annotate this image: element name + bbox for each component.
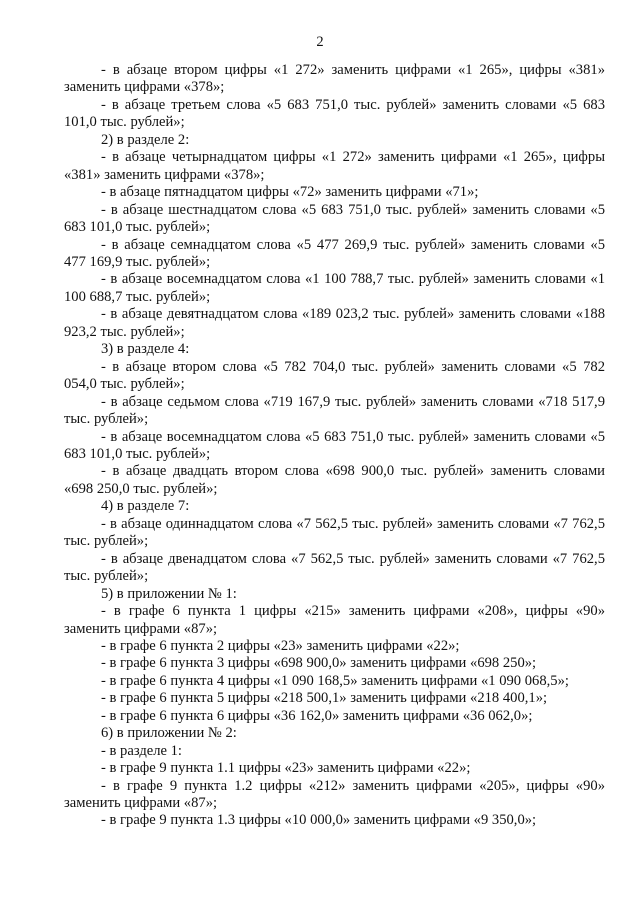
amendment-paragraph: - в графе 6 пункта 2 цифры «23» заменить цифрами «22»; [101, 637, 460, 654]
amendment-paragraph: - в абзаце девятнадцатом слова «189 023,2 тыс. рублей» заменить словами «188 923,2 тыс. рублей»; [64, 306, 605, 340]
amendment-paragraph: - в абзаце третьем слова «5 683 751,0 тыс. рублей» заменить словами «5 683 101,0 тыс. рублей»; [64, 96, 605, 131]
amendment-paragraph: - в абзаце четырнадцатом цифры «1 272» заменить цифрами «1 265», цифры «381» заменить цифрами «378»; [64, 149, 605, 183]
amendment-paragraph: - в разделе 1: [101, 742, 182, 759]
section-heading: 4) в разделе 7: [101, 498, 190, 515]
amendment-paragraph: - в абзаце двенадцатом слова «7 562,5 тыс. рублей» заменить словами «7 762,5 тыс. рублей»; [64, 550, 605, 585]
amendment-paragraph: - в графе 6 пункта 4 цифры «1 090 168,5» заменить цифрами «1 090 068,5»; [101, 672, 569, 689]
amendment-paragraph: - в абзаце восемнадцатом слова «5 683 751,0 тыс. рублей» заменить словами «5 683 101,0 тыс. рублей»; [64, 428, 605, 462]
amendment-paragraph: - в графе 9 пункта 1.3 цифры «10 000,0» заменить цифрами «9 350,0»; [101, 812, 537, 829]
amendment-paragraph: - в абзаце пятнадцатом цифры «72» заменить цифрами «71»; [101, 184, 479, 201]
amendment-paragraph: - в абзаце одиннадцатом слова «7 562,5 тыс. рублей» заменить словами «7 762,5 тыс. рублей»; [64, 515, 605, 550]
amendment-paragraph: - в абзаце шестнадцатом слова «5 683 751,0 тыс. рублей» заменить словами «5 683 101,0 тыс. рублей»; [64, 201, 605, 236]
amendment-paragraph: - в абзаце семнадцатом слова «5 477 269,9 тыс. рублей» заменить словами «5 477 169,9 тыс. рублей»; [64, 236, 605, 270]
amendment-paragraph: - в абзаце седьмом слова «719 167,9 тыс. рублей» заменить словами «718 517,9 тыс. рублей»; [64, 393, 605, 428]
amendment-paragraph: - в абзаце втором слова «5 782 704,0 тыс. рублей» заменить словами «5 782 054,0 тыс. рублей»; [64, 358, 605, 393]
amendment-paragraph: - в графе 9 пункта 1.1 цифры «23» заменить цифрами «22»; [101, 760, 471, 777]
section-heading: 6) в приложении № 2: [101, 725, 237, 742]
amendment-paragraph: - в абзаце двадцать втором слова «698 900,0 тыс. рублей» заменить словами «698 250,0 тыс. рублей»; [64, 463, 605, 497]
section-heading: 5) в приложении № 1: [101, 585, 237, 602]
amendment-paragraph: - в графе 6 пункта 6 цифры «36 162,0» заменить цифрами «36 062,0»; [101, 707, 533, 724]
document-body [64, 62, 605, 830]
amendment-paragraph: - в графе 6 пункта 5 цифры «218 500,1» заменить цифрами «218 400,1»; [101, 690, 548, 707]
amendment-paragraph: - в графе 6 пункта 3 цифры «698 900,0» заменить цифрами «698 250»; [101, 655, 537, 672]
section-heading: 2) в разделе 2: [101, 131, 190, 148]
section-heading: 3) в разделе 4: [101, 341, 190, 358]
amendment-paragraph: - в графе 9 пункта 1.2 цифры «212» заменить цифрами «205», цифры «90» заменить цифрами «87»; [64, 777, 605, 812]
amendment-paragraph: - в абзаце восемнадцатом слова «1 100 788,7 тыс. рублей» заменить словами «1 100 688,7 тыс. рублей»; [64, 271, 605, 305]
page-number: 2 [316, 34, 324, 50]
amendment-paragraph: - в графе 6 пункта 1 цифры «215» заменить цифрами «208», цифры «90» заменить цифрами «87»; [64, 603, 605, 637]
amendment-paragraph: - в абзаце втором цифры «1 272» заменить цифрами «1 265», цифры «381» заменить цифрами «378»; [64, 62, 605, 96]
